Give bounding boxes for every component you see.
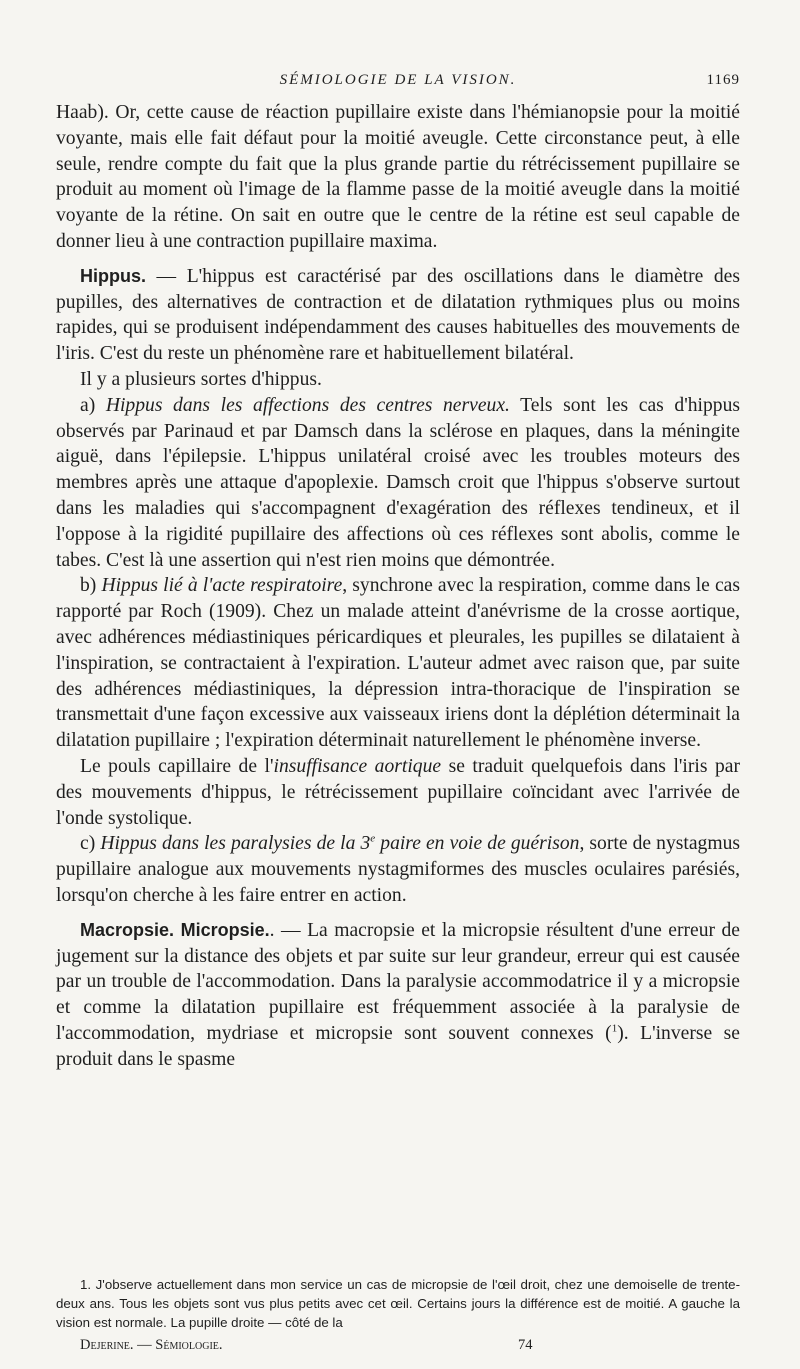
paragraph-hippus-b xyxy=(56,573,740,754)
page-number: 1169 xyxy=(706,72,740,88)
paragraph-text: , synchrone avec la respiration, comme dans le cas rapporté par Roch (1909). Chez un malade atteint d'anévrisme de la crosse aortique, avec adhérences médiastiniques péricardiques et pleurales, les pupilles se dilataient à l'inspiration, se contractaient à l'expiration. L'auteur admet avec raison que, par suite des adhérences médiastiniques, la dépression intra-thoracique de l'inspiration se transmettait d'une façon excessive aux vaisseaux iriens dont la déplétion déterminait la dilatation pupillaire ; l'expiration déterminait naturellement le phénomène inverse. xyxy=(56,575,741,752)
paragraph-text: — L'hippus est caractérisé par des oscillations dans le diamètre des pupilles, des alternatives de contraction et de dilatation rythmiques plus ou moins rapides, qui se produisent indépendamment des causes habituelles des mouvements de l'iris. C'est du reste un phénomène rare et habituellement bilatéral. xyxy=(56,265,740,365)
imprint-author-title: Dejerine. — Sémiologie. xyxy=(80,1337,223,1353)
paragraph-text: Tels sont les cas d'hippus observés par Parinaud et par Damsch dans la sclérose en plaques, dans la méningite aiguë, dans l'épilepsie. L'hippus unilatéral croisé avec les troubles moteurs des membres après une attaque d'apoplexie. Damsch croit que l'hippus s'observe surtout dans les maladies qui s'accompagnent d'exagération des réflexes tendineux, et il l'oppose à la rigidité pupillaire des affections où ces réflexes sont abolis, comme le tabes. C'est là une assertion qui n'est rien moins que démontrée. xyxy=(56,394,740,571)
paragraph-hippus xyxy=(56,264,740,367)
paragraph-macropsia xyxy=(56,918,740,1073)
footnote-1: 1. J'observe actuellement dans mon service un cas de micropsie de l'œil droit, chez une demoiselle de trente-deux ans. Tous les objets sont vus plus petits avec cet œil. Certains jours la différence est de moitié. A gauche la vision est normale. La pupille droite — côté de la xyxy=(56,1277,740,1330)
list-label-a: a) xyxy=(80,394,106,416)
running-header xyxy=(56,72,740,98)
subheading-respiratory: Hippus lié à l'acte respiratoire xyxy=(101,575,343,597)
printer-imprint xyxy=(80,1337,740,1357)
paragraph-hemianopsia xyxy=(56,100,740,255)
paragraph-text: Le pouls capillaire de l' xyxy=(80,755,274,777)
paragraph-text: , sorte de nystagmus pupillaire analogue aux mouvements nystagmiformes des muscles oculaires parésiés, lorsqu'on cherche à les faire entrer en action. xyxy=(56,833,741,906)
paragraph-hippus-kinds xyxy=(56,367,740,393)
list-label-c: c) xyxy=(80,833,101,855)
paragraph-capillary-pulse xyxy=(56,754,740,831)
list-label-b: b) xyxy=(80,575,102,597)
paragraph-text: ). L'inverse se produit dans le spasme xyxy=(56,1022,741,1070)
subheading-nervous-centres: Hippus dans les affections des centres nerveux. xyxy=(105,394,510,416)
paragraph-text: Haab). Or, cette cause de réaction pupillaire existe dans l'hémianopsie pour la moitié voyante, mais elle fait défaut pour la moitié aveugle. Cette circonstance peut, à elle seule, rendre compte du fait que la plus grande partie du rétrécissement pupillaire se produit au moment où l'image de la flamme passe de la moitié aveugle dans la moitié voyante de la rétine. On sait en outre que le centre de la rétine est seul capable de donner lieu à une contraction pupillaire maxima. xyxy=(56,102,740,252)
section-heading-hippus: Hippus. xyxy=(80,265,146,286)
paragraph-text: . — La macropsie et la micropsie résultent d'une erreur de jugement sur la distance des objets et par suite sur leur grandeur, erreur qui est causée par un trouble de l'accommodation. Dans la paralysie accommodatrice il y a micropsie et comme la dilatation pupillaire est fréquemment associée à la paralysie de l'accommodation, mydriase et micropsie sont souvent connexes ( xyxy=(56,919,740,1044)
superscript: e xyxy=(370,832,376,845)
subheading-paralysis xyxy=(100,833,579,854)
footnote-reference[interactable]: 1 xyxy=(611,1022,618,1035)
paragraph-hippus-c xyxy=(56,831,740,908)
section-heading-macropsia: Macropsie. Micropsie. xyxy=(80,919,270,940)
footnotes xyxy=(56,1275,740,1332)
emphasis-aortic-insufficiency: insuffisance aortique xyxy=(273,755,442,777)
body-text xyxy=(56,100,740,1072)
subheading-text: paire en voie de guérison xyxy=(375,833,580,855)
subheading-text: Hippus dans les paralysies de la 3 xyxy=(100,833,371,855)
paragraph-text: Il y a plusieurs sortes d'hippus. xyxy=(80,368,322,390)
paragraph-text: se traduit quelquefois dans l'iris par des mouvements d'hippus, le rétrécissement pupillaire coïncidant avec l'arrivée de l'onde systolique. xyxy=(56,755,740,829)
paragraph-hippus-a xyxy=(56,393,740,574)
running-title: SÉMIOLOGIE DE LA VISION. xyxy=(279,72,517,88)
signature-mark: 74 xyxy=(518,1337,533,1353)
